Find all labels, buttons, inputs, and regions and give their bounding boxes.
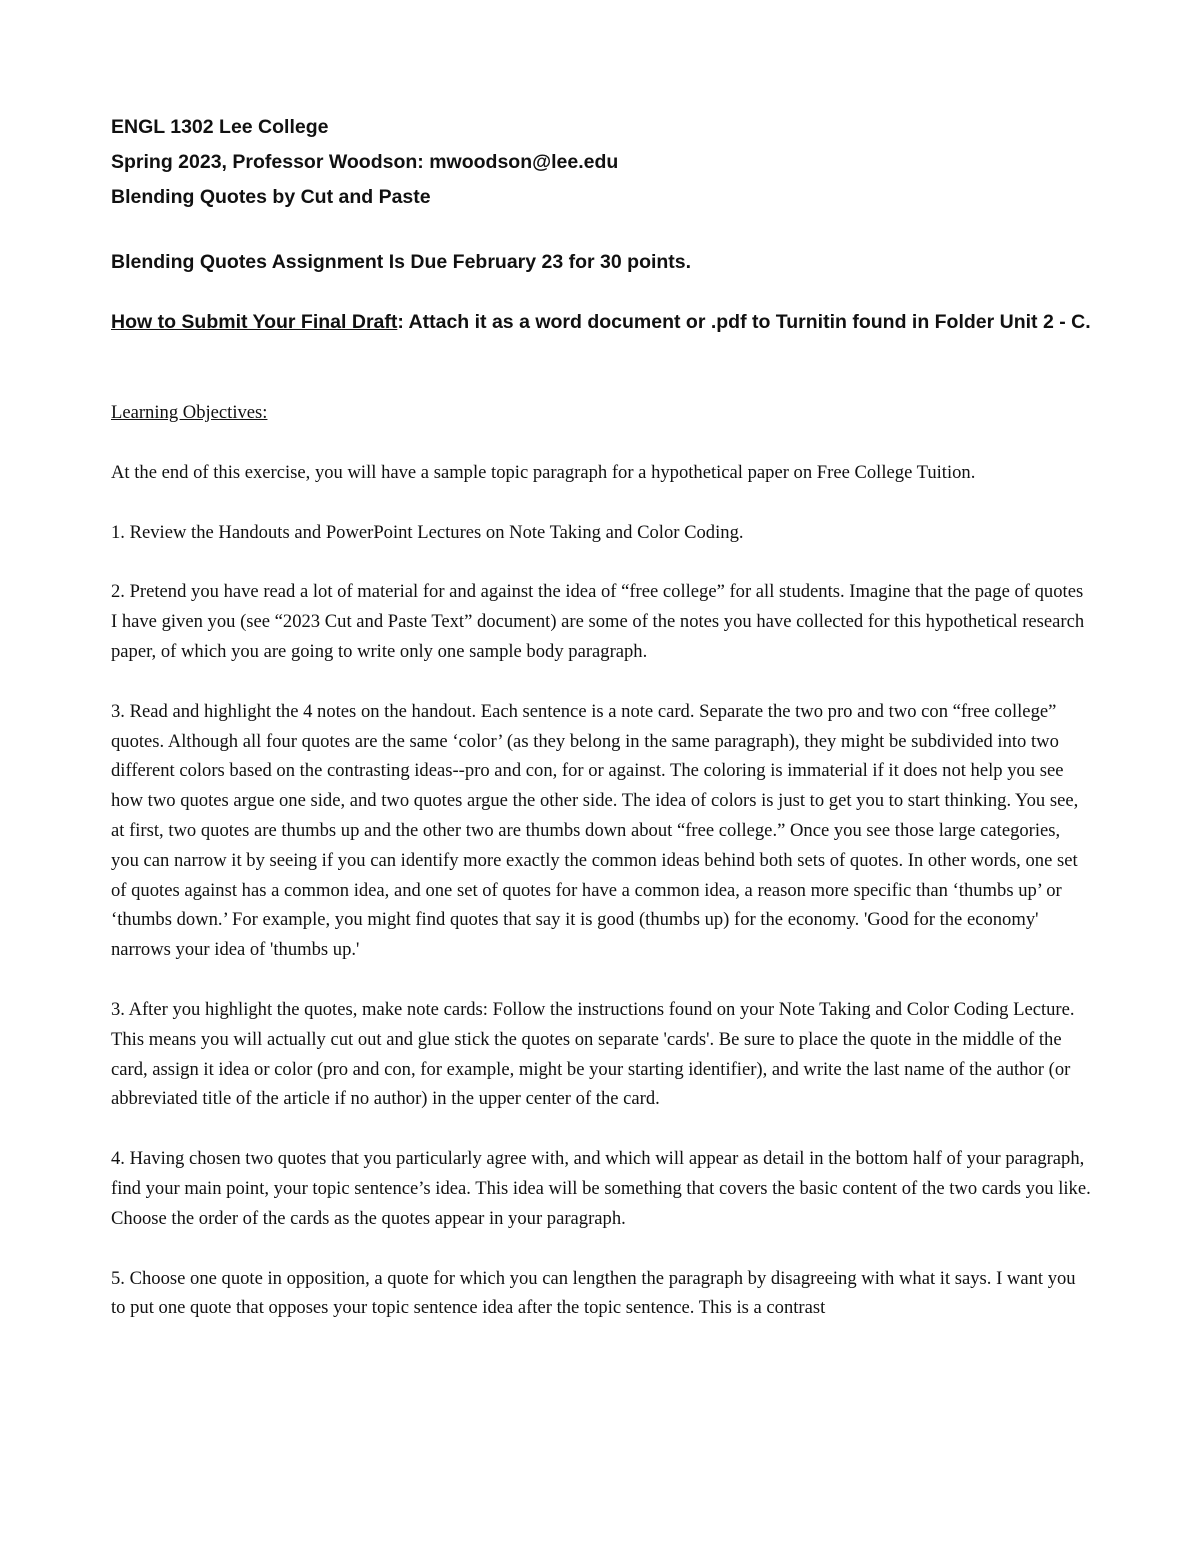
submit-label: How to Submit Your Final Draft	[111, 311, 398, 333]
step-4-paragraph: 4. Having chosen two quotes that you particularly agree with, and which will appear as detail in the bottom half of your paragraph, find your main point, your topic sentence’s idea. This idea will be something that covers the basic content of the two cards you like. Choose the order of the cards as the quotes appear in your paragraph.	[111, 1148, 1091, 1229]
step-1-paragraph: 1. Review the Handouts and PowerPoint Lectures on Note Taking and Color Coding.	[111, 521, 744, 543]
intro-paragraph: At the end of this exercise, you will have a sample topic paragraph for a hypothetical paper on Free College Tuition.	[111, 461, 976, 483]
due-suffix: for 30 points.	[563, 251, 692, 273]
step-2-paragraph: 2. Pretend you have read a lot of material for and against the idea of “free college” for all students. Imagine that the page of quotes I have given you (see “2023 Cut and Paste Text” document) are some of the notes you have collected for this hypothetical research paper, of which you are going to write only one sample body paragraph.	[111, 581, 1085, 662]
due-prefix: Blending Quotes Assignment Is Due	[111, 251, 453, 273]
submit-instructions	[111, 305, 1091, 340]
step-3-note-cards-paragraph: 3. After you highlight the quotes, make note cards: Follow the instructions found on your Note Taking and Color Coding Lecture. This means you will actually cut out and glue stick the quotes on separate 'cards'. Be sure to place the quote in the middle of the card, assign it idea or color (pro and con, for example, might be your starting identifier), and write the last name of the author (or abbreviated title of the article if no author) in the upper center of the card.	[111, 998, 1075, 1110]
due-date: February 23	[452, 251, 564, 273]
document-page	[111, 110, 1091, 1323]
due-date-line	[111, 245, 1091, 280]
learning-objectives-heading	[111, 398, 1091, 428]
course-title: ENGL 1302 Lee College	[111, 116, 329, 138]
learning-objectives-heading-text: Learning Objectives:	[111, 402, 268, 423]
step-5-paragraph: 5. Choose one quote in opposition, a quote for which you can lengthen the paragraph by disagreeing with what it says. I want you to put one quote that opposes your topic sentence idea after the topic sentence. This is a contrast	[111, 1267, 1076, 1319]
assignment-title: Blending Quotes by Cut and Paste	[111, 186, 431, 208]
term-professor-line: Spring 2023, Professor Woodson: mwoodson@lee.edu	[111, 151, 619, 173]
submit-text: : Attach it as a word document or .pdf to Turnitin found in Folder Unit 2 - C.	[397, 311, 1091, 333]
step-3-highlight-paragraph: 3. Read and highlight the 4 notes on the handout. Each sentence is a note card. Separate the two pro and two con “free college” quotes. Although all four quotes are the same ‘color’ (as they belong in the same paragraph), they might be subdivided into two different colors based on the contrasting ideas--pro and con, for or against. The coloring is immaterial if it does not help you see how two quotes argue one side, and two quotes argue the other side. The idea of colors is just to get you to start thinking. You see, at first, two quotes are thumbs up and the other two are thumbs down about “free college.” Once you see those large categories, you can narrow it by seeing if you can identify more exactly the common ideas behind both sets of quotes. In other words, one set of quotes against has a common idea, and one set of quotes for have a common idea, a reason more specific than ‘thumbs up’ or ‘thumbs down.’ For example, you might find quotes that say it is good (thumbs up) for the economy. 'Good for the economy' narrows your idea of 'thumbs up.'	[111, 700, 1079, 961]
